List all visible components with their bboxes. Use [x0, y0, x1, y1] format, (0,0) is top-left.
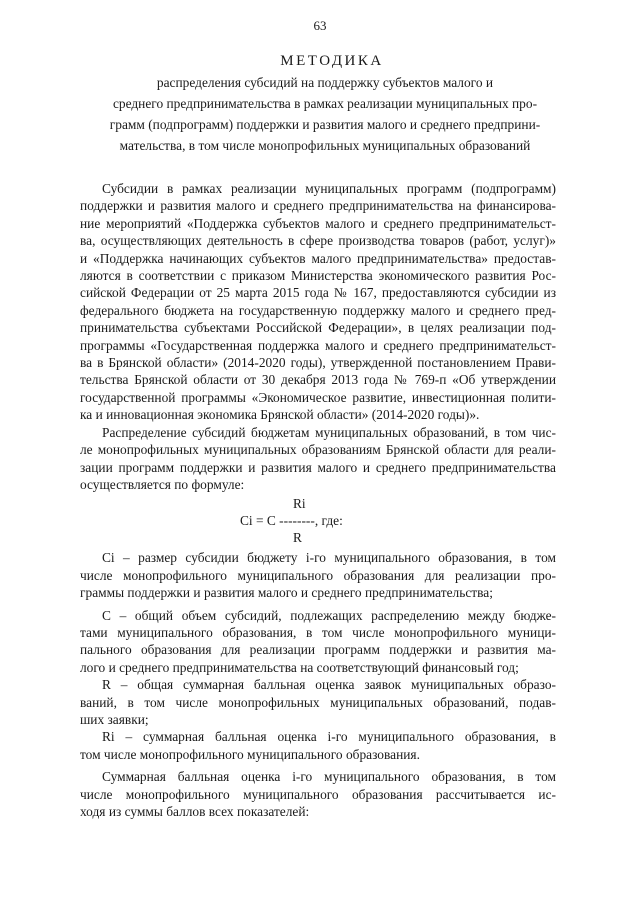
document-body	[80, 180, 556, 820]
definition-r	[80, 676, 556, 728]
paragraph-score-calculation	[80, 768, 556, 820]
text-line: поддержки и развития малого и среднего предпринимательства на финансирова-	[80, 198, 556, 214]
paragraph-subsidies-basis	[80, 180, 556, 424]
text-line: ка и инновационная экономика Брянской области» (2014-2020 годы)».	[80, 407, 480, 423]
text-line: ва, осуществляющих деятельность в сфере производства товаров (работ, услуг)»	[80, 233, 556, 249]
document-subtitle	[60, 72, 590, 156]
text-line: зации программ поддержки и развития малого и среднего предпринимательства	[80, 459, 556, 475]
subtitle-line: среднего предпринимательства в рамках реализации муниципальных про-	[112, 96, 538, 111]
formula-numerator: Ri	[293, 496, 306, 512]
text-line: ляются в соответствии с приказом Министерства экономического развития Рос-	[80, 268, 556, 284]
formula-main: Ci = C --------, где:	[240, 513, 343, 529]
text-line: программы «Государственная поддержка малого и среднего предпринимательст-	[80, 337, 556, 353]
text-line: ваний, в том числе монопрофильных муниципальных образований, подав-	[80, 694, 556, 710]
text-line: принимательства субъектами Российской Федерации», в целях реализации под-	[80, 320, 556, 336]
formula-denominator: R	[293, 530, 302, 546]
text-line: Суммарная балльная оценка i-го муниципального образования, в том	[102, 769, 556, 785]
definition-ci	[80, 549, 556, 601]
text-line: пального образования для реализации программ поддержки и развития ма-	[80, 642, 556, 658]
text-line: ние мероприятий «Поддержка субъектов малого и среднего предпринимательст-	[80, 215, 556, 231]
text-line: Субсидии в рамках реализации муниципальных программ (подпрограмм)	[102, 181, 556, 196]
text-line: федерального бюджета на государственную поддержку малого и среднего пред-	[80, 302, 556, 318]
paragraph-distribution	[80, 424, 556, 494]
text-line: тами муниципального образования, в том числе монопрофильного муници-	[80, 624, 556, 640]
text-line: сийской Федерации от 25 марта 2015 года № 167, предоставляются субсидии из	[80, 285, 556, 301]
subtitle-line: грамм (подпрограмм) поддержки и развития малого и среднего предприни-	[109, 117, 541, 132]
text-line: R – общая суммарная балльная оценка заявок муниципальных образо-	[102, 677, 556, 693]
document-title: МЕТОДИКА	[280, 53, 384, 69]
text-line: Ri – суммарная балльная оценка i-го муниципального образования, в	[102, 729, 556, 745]
text-line: лого и среднего предпринимательства на соответствующий финансовый год;	[80, 659, 519, 675]
text-line: и «Поддержка начинающих субъектов малого предпринимательства» предостав-	[80, 250, 556, 266]
text-line: государственной программы «Экономическое развитие, инвестиционная полити-	[80, 389, 556, 405]
text-line: тельства Брянской области от 30 декабря 2013 года № 769-п «Об утверждении	[80, 372, 556, 388]
text-line: том числе монопрофильного муниципального образования.	[80, 746, 420, 762]
text-line: числе монопрофильного муниципального образования для реализации про-	[80, 567, 556, 583]
text-line: С – общий объем субсидий, подлежащих распределению между бюдже-	[102, 607, 556, 623]
text-line: граммы поддержки и развития малого и среднего предпринимательства;	[80, 585, 493, 601]
subsidy-formula	[80, 495, 556, 547]
subtitle-line: распределения субсидий на поддержку субъектов малого и	[156, 75, 494, 90]
text-line: Распределение субсидий бюджетам муниципальных образований, в том чис-	[102, 424, 556, 440]
page-number: 63	[313, 18, 327, 33]
subtitle-line: мательства, в том числе монопрофильных муниципальных образований	[119, 138, 531, 153]
definition-c	[80, 607, 556, 677]
text-line: ле монопрофильных муниципальных образованиям Брянской области для реали-	[80, 442, 556, 458]
text-line: ших заявки;	[80, 711, 149, 727]
text-line: ва в Брянской области» (2014-2020 годы), утвержденной постановлением Прави-	[80, 355, 556, 371]
document-title-block	[60, 52, 590, 156]
text-line: числе монопрофильного муниципального образования рассчитывается ис-	[80, 786, 556, 802]
text-line: Ci – размер субсидии бюджету i-го муниципального образования, в том	[102, 550, 556, 566]
definition-ri	[80, 728, 556, 763]
text-line: ходя из суммы баллов всех показателей:	[80, 804, 310, 819]
text-line: осуществляется по формуле:	[80, 476, 245, 492]
